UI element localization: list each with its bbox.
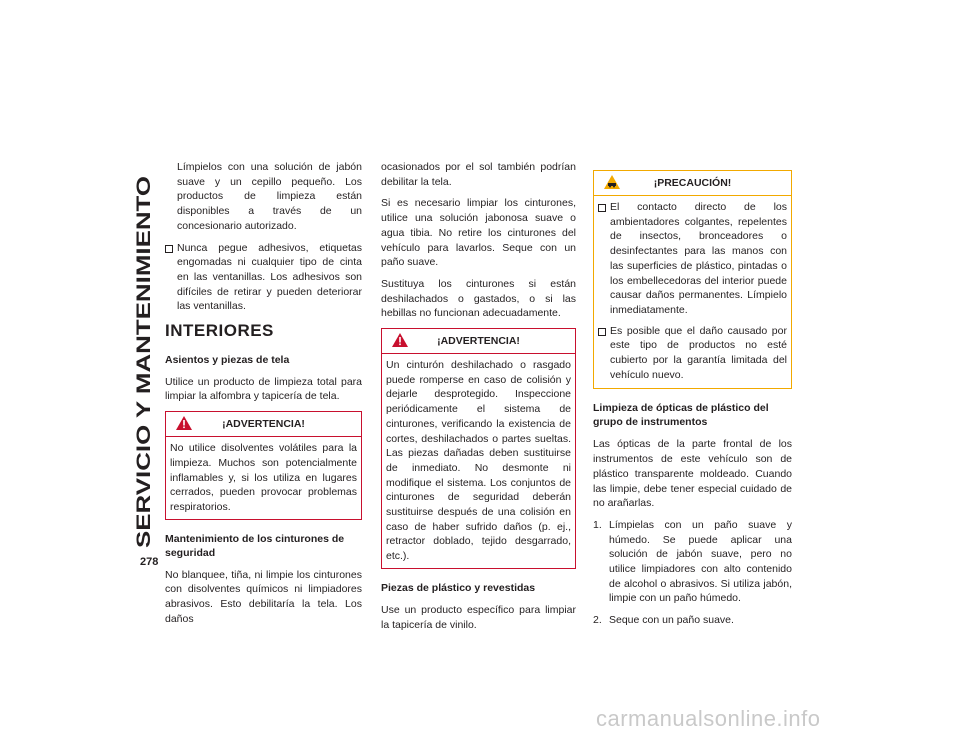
- step-number: 1.: [593, 518, 602, 531]
- paragraph: Si es necesario limpiar los cinturones, utilice una solución jabonosa suave o agua tibia. No retire los cinturones del vehículo para lavarlos. Seque con un paño suave.: [381, 197, 576, 269]
- bullet-text: El contacto directo de los ambientadores colgantes, repelentes de insectos, bronceadores o desinfectantes para las manos con las superficies de plástico, pintadas o los embellecedoras del interior puede causar daños permanentes. Límpielo inmediatamente.: [610, 201, 787, 316]
- list-item: [593, 518, 792, 606]
- bullet-text: Nunca pegue adhesivos, etiquetas engomadas ni cualquier tipo de cinta en las ventanillas. Los adhesivos son difíciles de retirar y pueden deteriorar las ventanillas.: [177, 241, 362, 313]
- warning-body: [382, 354, 575, 568]
- subheading-lenses: Limpieza de ópticas de plástico del grupo de instrumentos: [593, 402, 769, 429]
- bullet-box-icon: [598, 328, 606, 336]
- column-1: [165, 160, 362, 633]
- warning-triangle-icon: [176, 416, 192, 430]
- paragraph: ocasionados por el sol también podrían debilitar la tela.: [381, 161, 576, 188]
- side-tab: [128, 174, 158, 548]
- caution-title: ¡PRECAUCIÓN!: [653, 177, 732, 189]
- warning-triangle-icon: [392, 333, 408, 347]
- paragraph: Sustituya los cinturones si están deshilachados o gastados, o si las hebillas no funcionan adecuadamente.: [381, 277, 576, 320]
- subheading-plastic: Piezas de plástico y revestidas: [381, 581, 536, 594]
- step-number: 2.: [593, 614, 602, 627]
- warning-header: [382, 329, 575, 354]
- watermark: carmanualsonline.info: [596, 706, 821, 731]
- paragraph: Use un producto específico para limpiar la tapicería de vinilo.: [381, 603, 576, 631]
- list-item: [593, 613, 792, 628]
- bullet-item: [165, 241, 362, 315]
- warning-title: ¡ADVERTENCIA!: [437, 335, 520, 348]
- paragraph: Las ópticas de la parte frontal de los instrumentos de este vehículo son de plástico transparente moldeado. Cuando las limpie, debe tener especial cuidado de no arañarlas.: [593, 438, 792, 510]
- bullet-item: [598, 200, 787, 318]
- step-text: Seque con un paño suave.: [609, 614, 734, 627]
- caution-header: [594, 171, 791, 196]
- bullet-box-icon: [165, 245, 173, 253]
- caution-triangle-icon: [604, 175, 620, 189]
- bullet-box-icon: [598, 204, 606, 212]
- side-tab-svg: [128, 174, 158, 548]
- warning-header: [166, 412, 361, 437]
- continued-text: Límpielos con una solución de jabón suave y un cepillo pequeño. Los productos de limpieza están disponibles a través de un concesionario autorizado.: [177, 161, 362, 232]
- warning-text: No utilice disolventes volátiles para la limpieza. Muchos son potencialmente inflamables y, si los utiliza en lugares cerrados, pueden provocar problemas respiratorios.: [170, 442, 357, 513]
- step-text: Límpielas con un paño suave y húmedo. Se puede aplicar una solución de jabón suave, pero no utilice limpiadores con alto contenido de alcohol o abrasivos. Si utiliza jabón, limpie con un paño húmedo.: [609, 518, 792, 605]
- paragraph: Utilice un producto de limpieza total para limpiar la alfombra y tapicería de tela.: [165, 375, 362, 403]
- paragraph: No blanquee, tiña, ni limpie los cinturones con disolventes químicos ni limpiadores abrasivos. Esto debilitaría la tela. Los daños: [165, 568, 362, 625]
- side-tab-label: SERVICIO Y MANTENIMIENTO: [133, 267, 155, 548]
- warning-box: [381, 328, 576, 569]
- column-3: [593, 170, 792, 635]
- steps-list: [593, 518, 792, 628]
- caution-body: [594, 196, 791, 388]
- warning-title: ¡ADVERTENCIA!: [222, 418, 305, 431]
- bullet-item: [598, 324, 787, 383]
- column-2: [381, 160, 576, 639]
- warning-box: [165, 411, 362, 520]
- subheading-belts: Mantenimiento de los cinturones de seguridad: [165, 532, 345, 559]
- bullet-text: Es posible que el daño causado por este tipo de productos no esté cubierto por la garantía limitada del vehículo nuevo.: [610, 324, 787, 381]
- warning-text: Un cinturón deshilachado o rasgado puede romperse en caso de colisión y dejarle desprotegido. Inspeccione periódicamente el sistema de cinturones, verificando la existencia de cortes, deshilachados o partes sueltas. Las piezas dañadas deben sustituirse de inmediato. No desmonte ni modifique el sistema. Los conjuntos de cinturones de seguridad deberán sustituirse después de una colisión en caso de haber sufrido daños (p. ej., retractor doblado, tejido desgarrado, etc.).: [386, 359, 571, 563]
- page-number: 278: [140, 556, 159, 568]
- caution-box: [593, 170, 792, 389]
- section-title: INTERIORES: [165, 321, 274, 341]
- warning-body: [166, 437, 361, 519]
- subheading-seats: Asientos y piezas de tela: [165, 353, 290, 366]
